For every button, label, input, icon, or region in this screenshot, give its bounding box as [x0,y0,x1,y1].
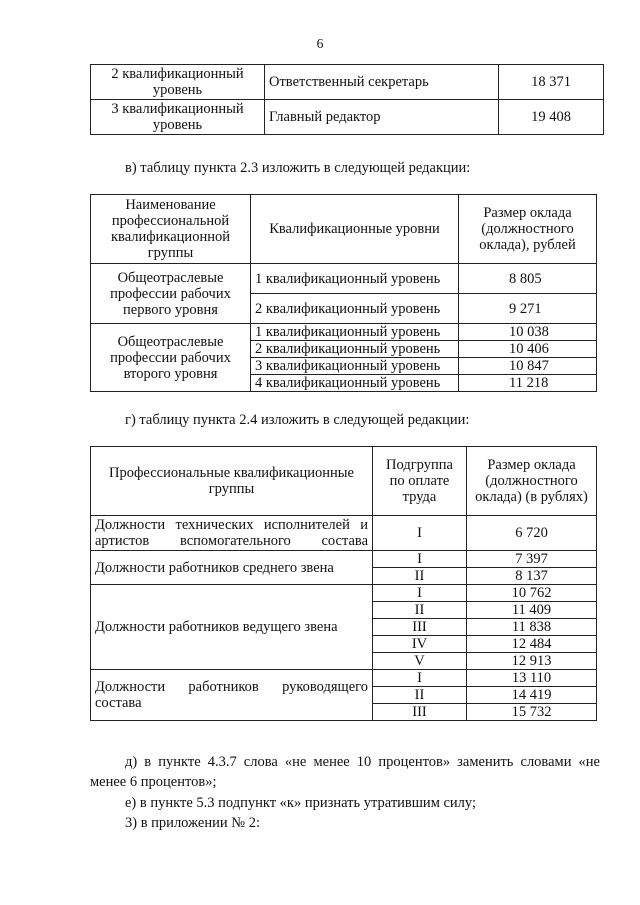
header-salary: Размер оклада (должностного оклада), рублей [459,195,597,264]
subgroup-cell: II [373,687,467,704]
table-row [91,551,597,568]
salary-cell: 6 720 [467,516,597,551]
table-row [91,324,597,341]
paragraph-e: е) в пункте 5.3 подпункт «к» признать утратившим силу; [125,795,477,811]
paragraph-g: г) таблицу пункта 2.4 изложить в следующей редакции: [125,412,470,428]
table-row [91,585,597,602]
qualification-level-cell: 4 квалификационный уровень [251,375,459,392]
header-levels: Квалификационные уровни [251,195,459,264]
qualification-level-cell: 3 квалификационный уровень [91,100,265,135]
salary-cell: 10 762 [467,585,597,602]
salary-cell: 14 419 [467,687,597,704]
group-name-cell: Общеотраслевые профессии рабочих второго уровня [91,324,251,392]
qualification-level-cell: 2 квалификационный уровень [91,65,265,100]
group-name-cell: Должности работников руководящего состава [91,670,373,721]
header-subgroup: Подгруппа по оплате труда [373,447,467,516]
table-header-row [91,195,597,264]
table-continuation [90,64,604,135]
table-point-2-4 [90,446,597,721]
group-name-cell: Должности работников среднего звена [91,551,373,585]
qualification-level-cell: 2 квалификационный уровень [251,294,459,324]
qualification-level-cell: 1 квалификационный уровень [251,264,459,294]
subgroup-cell: II [373,568,467,585]
salary-cell: 12 484 [467,636,597,653]
group-name-cell: Должности работников ведущего звена [91,585,373,670]
table-row [91,264,597,294]
salary-cell: 11 838 [467,619,597,636]
paragraph-d: д) в пункте 4.3.7 слова «не менее 10 процентов» заменить словами «не менее 6 процентов»; [90,754,600,790]
salary-cell: 15 732 [467,704,597,721]
qualification-level-cell: 2 квалификационный уровень [251,341,459,358]
table-header-row [91,447,597,516]
salary-cell: 13 110 [467,670,597,687]
salary-cell: 11 409 [467,602,597,619]
table-row [91,670,597,687]
paragraph-v: в) таблицу пункта 2.3 изложить в следующей редакции: [125,160,471,176]
subgroup-cell: I [373,670,467,687]
salary-cell: 12 913 [467,653,597,670]
qualification-level-cell: 1 квалификационный уровень [251,324,459,341]
salary-cell: 8 137 [467,568,597,585]
group-name-cell: Должности технических исполнителей и артистов вспомогательного состава [91,516,373,551]
subgroup-cell: IV [373,636,467,653]
group-name-cell: Общеотраслевые профессии рабочих первого уровня [91,264,251,324]
subgroup-cell: I [373,551,467,568]
subgroup-cell: III [373,619,467,636]
salary-cell: 9 271 [459,294,597,324]
position-cell: Главный редактор [265,100,499,135]
salary-cell: 8 805 [459,264,597,294]
header-salary: Размер оклада (должностного оклада) (в рублях) [467,447,597,516]
salary-cell: 10 406 [459,341,597,358]
table-row [91,65,604,100]
salary-cell: 10 847 [459,358,597,375]
header-groups: Профессиональные квалификационные группы [91,447,373,516]
paragraph-3: 3) в приложении № 2: [125,815,260,831]
table-point-2-3 [90,194,597,392]
header-group: Наименование профессиональной квалификационной группы [91,195,251,264]
table-row [91,516,597,551]
page-number: 6 [316,36,324,51]
salary-cell: 18 371 [499,65,604,100]
subgroup-cell: I [373,516,467,551]
salary-cell: 11 218 [459,375,597,392]
salary-cell: 19 408 [499,100,604,135]
position-cell: Ответственный секретарь [265,65,499,100]
qualification-level-cell: 3 квалификационный уровень [251,358,459,375]
table-row [91,100,604,135]
salary-cell: 10 038 [459,324,597,341]
salary-cell: 7 397 [467,551,597,568]
subgroup-cell: III [373,704,467,721]
subgroup-cell: V [373,653,467,670]
subgroup-cell: II [373,602,467,619]
subgroup-cell: I [373,585,467,602]
